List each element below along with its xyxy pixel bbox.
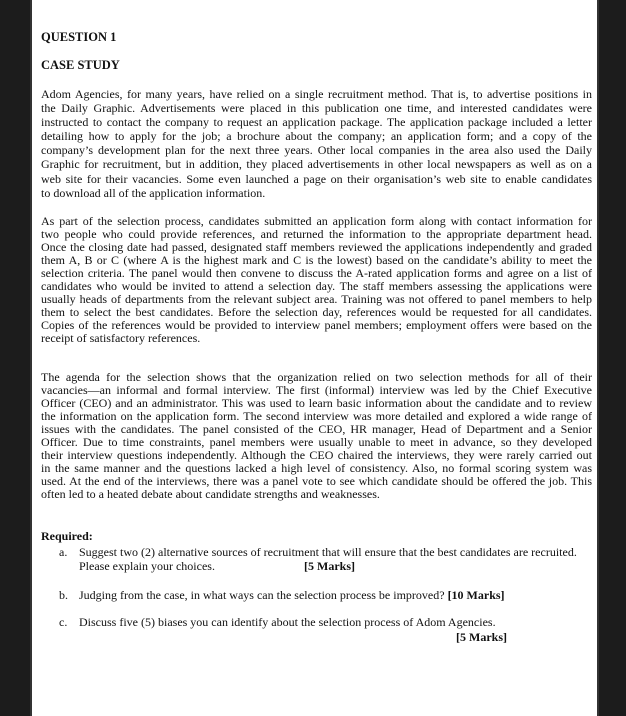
paragraph-line: the Daily Graphic. Advertisements were placed in this publication one time, and interested candidates were	[41, 101, 592, 116]
paragraph-line: in the same manner and the questions lacked a high level of consistency. Also, no formal scoring system was	[41, 461, 592, 475]
item-c-letter: c.	[59, 615, 68, 629]
item-b-question: Judging from the case, in what ways can the selection process be improved?	[79, 588, 445, 602]
item-a-letter: a.	[59, 545, 68, 559]
case-paragraph-2	[41, 215, 592, 345]
item-b-marks: [10 Marks]	[447, 588, 505, 602]
question-title: QUESTION 1	[41, 30, 117, 44]
paragraph-line: used. At the end of the interviews, there was a panel vote to see which candidate should be offered the job. This	[41, 474, 592, 488]
paragraph-line: As part of the selection process, candidates submitted an application form along with contact information for	[41, 214, 592, 228]
paragraph-line: the information on the application form. The second interview was more detailed and explored a wide range of	[41, 409, 592, 423]
paragraph-line: Officer. Due to time constraints, panel members were usually unable to meet in advance, so they developed	[41, 435, 592, 449]
paragraph-line: two people who could provide references, and returned the information to the appropriate department head.	[41, 227, 592, 241]
paragraph-line: their interview questions independently. Although the CEO chaired the interviews, they were rarely carried out	[41, 448, 592, 462]
paragraph-line: them A, B or C (where A is the highest mark and C is the lowest) based on the candidate’s ability to meet the	[41, 253, 592, 267]
item-b-letter: b.	[59, 588, 68, 602]
paragraph-line: The agenda for the selection shows that the organization relied on two selection methods for all of their	[41, 370, 592, 384]
paragraph-line: Officer (CEO) and an administrator. This was used to learn basic information about the candidate and to review	[41, 396, 592, 410]
paragraph-line: vacancies—an informal and formal interview. The first (informal) interview was led by the Chief Executive	[41, 383, 592, 397]
item-a-marks: [5 Marks]	[304, 559, 355, 573]
paragraph-line: detailing how to apply for the job; a brochure about the company; an application form; and a copy of the	[41, 129, 592, 144]
paragraph-line: receipt of satisfactory references.	[41, 331, 201, 345]
case-paragraph-3	[41, 371, 592, 501]
paragraph-line: instructed to contact the company to request an application package. The application package included a letter	[41, 115, 592, 130]
paragraph-line: Copies of the references would be provided to interview panel members; employment offers were based on the	[41, 318, 592, 332]
item-a-text-line2: Please explain your choices.	[79, 559, 215, 573]
item-c-marks: [5 Marks]	[456, 630, 507, 644]
item-a-text: Suggest two (2) alternative sources of recruitment that will ensure that the best candidates are recruited.	[79, 545, 577, 559]
paragraph-line: usually heads of departments from the relevant subject area. Training was not offered to panel members to help	[41, 292, 592, 306]
paragraph-line: issues with the candidates. The panel consisted of the CEO, HR manager, Head of Department and a Senior	[41, 422, 592, 436]
paragraph-line: to download all of the application information.	[41, 185, 266, 200]
section-title: CASE STUDY	[41, 58, 120, 72]
paragraph-line: Once the closing date had passed, designated staff members reviewed the applications independently and graded	[41, 240, 592, 254]
paragraph-line: often led to a heated debate about candidate strengths and weaknesses.	[41, 487, 380, 501]
paragraph-line: Adom Agencies, for many years, have relied on a single recruitment method. That is, to advertise positions in	[41, 87, 592, 101]
paragraph-line: them to select the best candidates. Before the selection day, references would be requested for all candidates.	[41, 305, 592, 319]
paragraph-line: company’s development plan for the next three years. Other local companies in the area also used the Daily	[41, 143, 592, 158]
paragraph-line: web site for their vacancies. Some even launched a page on their organisation’s web site to enable candidates	[41, 171, 592, 186]
item-b-text	[79, 588, 505, 603]
paragraph-line: Graphic for recruitment, but in addition, they placed advertisements in other local newspapers as well as on a	[41, 157, 592, 172]
case-paragraph-1	[41, 87, 592, 200]
item-c-text: Discuss five (5) biases you can identify about the selection process of Adom Agencies.	[79, 615, 496, 629]
paragraph-line: selection criteria. The panel would then convene to discuss the A-rated application forms and agree on a list of	[41, 266, 592, 280]
paragraph-line: candidates who would be invited to attend a selection day. The staff members assessing the applications were	[41, 279, 592, 293]
required-label: Required:	[41, 529, 93, 543]
